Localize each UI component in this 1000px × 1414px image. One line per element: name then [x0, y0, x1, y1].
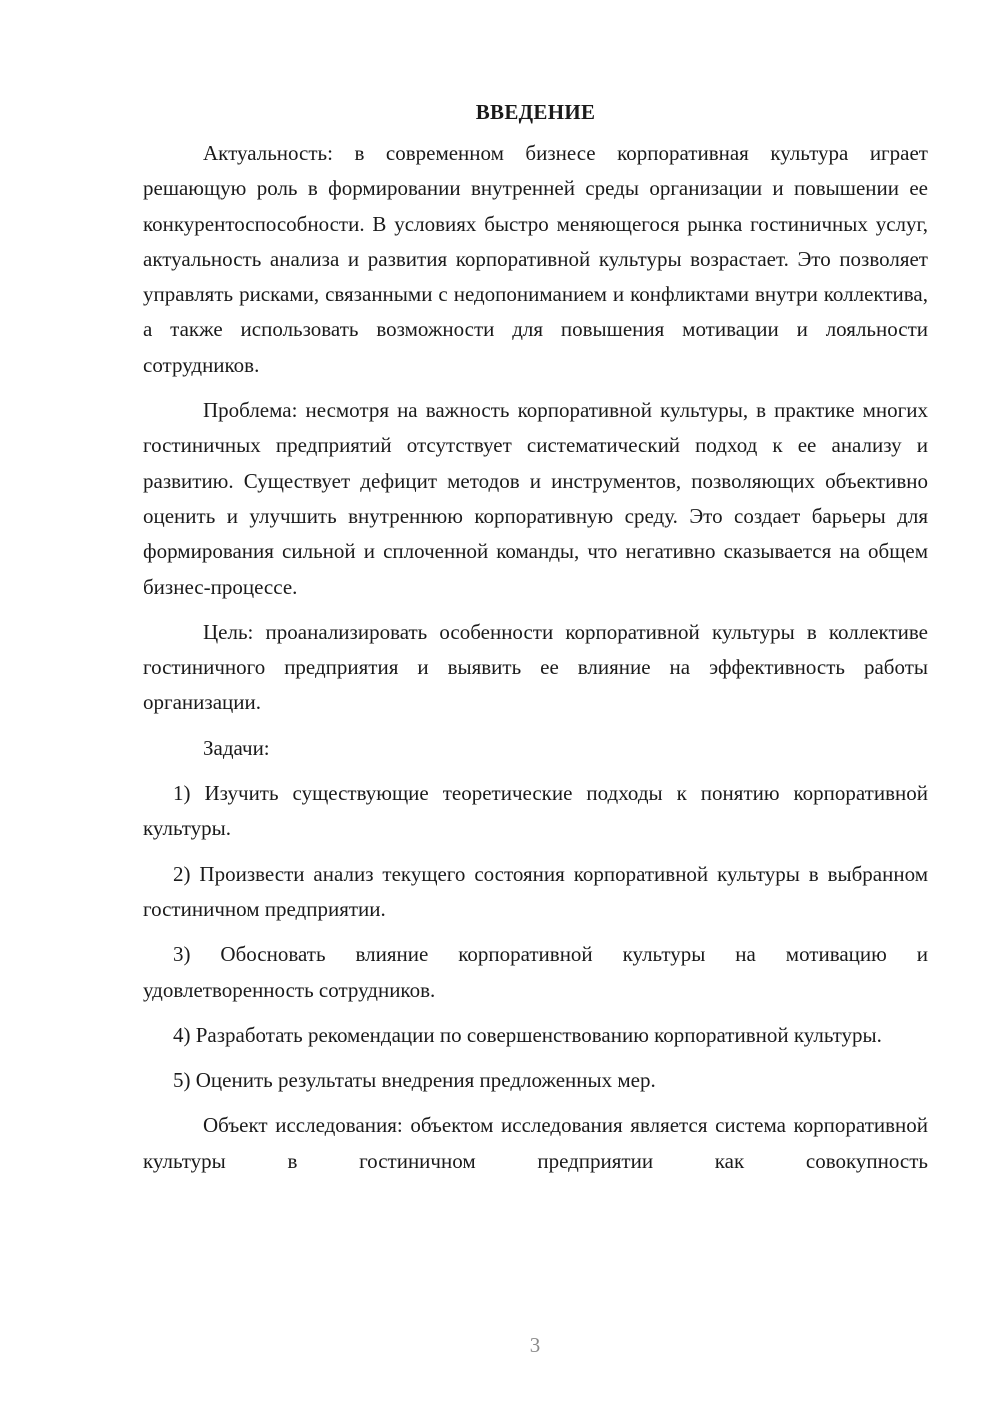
page-number: 3	[529, 1333, 541, 1357]
task-item: 4) Разработать рекомендации по совершенствованию корпоративной культуры.	[173, 1022, 882, 1047]
task-item: 3) Обосновать влияние корпоративной культуры на мотивацию и удовлетворенность сотрудников.	[143, 942, 928, 1002]
section-title: ВВЕДЕНИЕ	[475, 100, 596, 124]
task-item: 2) Произвести анализ текущего состояния корпоративной культуры в выбранном гостиничном предприятии.	[143, 861, 928, 921]
task-item: 5) Оценить результаты внедрения предложенных мер.	[173, 1068, 656, 1093]
document-body	[143, 95, 928, 1189]
paragraph-object: Объект исследования: объектом исследования является система корпоративной культуры в гостиничном предприятии как совокупность	[143, 1113, 928, 1173]
tasks-label: Задачи:	[203, 735, 270, 760]
paragraph-problem: Проблема: несмотря на важность корпоративной культуры, в практике многих гостиничных предприятий отсутствует систематический подход к ее анализу и развитию. Существует дефицит методов и инструментов, позволяющих объективно оценить и улучшить внутреннюю корпоративную среду. Это создает барьеры для формирования сильной и сплоченной команды, что негативно сказывается на общем бизнес-процессе.	[143, 398, 928, 599]
paragraph-goal: Цель: проанализировать особенности корпоративной культуры в коллективе гостиничного предприятия и выявить ее влияние на эффективность работы организации.	[143, 619, 928, 715]
paragraph-relevance: Актуальность: в современном бизнесе корпоративная культура играет решающую роль в формировании внутренней среды организации и повышении ее конкурентоспособности. В условиях быстро меняющегося рынка гостиничных услуг, актуальность анализа и развития корпоративной культуры возрастает. Это позволяет управлять рисками, связанными с недопониманием и конфликтами внутри коллектива, а также использовать возможности для повышения мотивации и лояльности сотрудников.	[143, 141, 928, 377]
task-item: 1) Изучить существующие теоретические подходы к понятию корпоративной культуры.	[143, 781, 928, 841]
